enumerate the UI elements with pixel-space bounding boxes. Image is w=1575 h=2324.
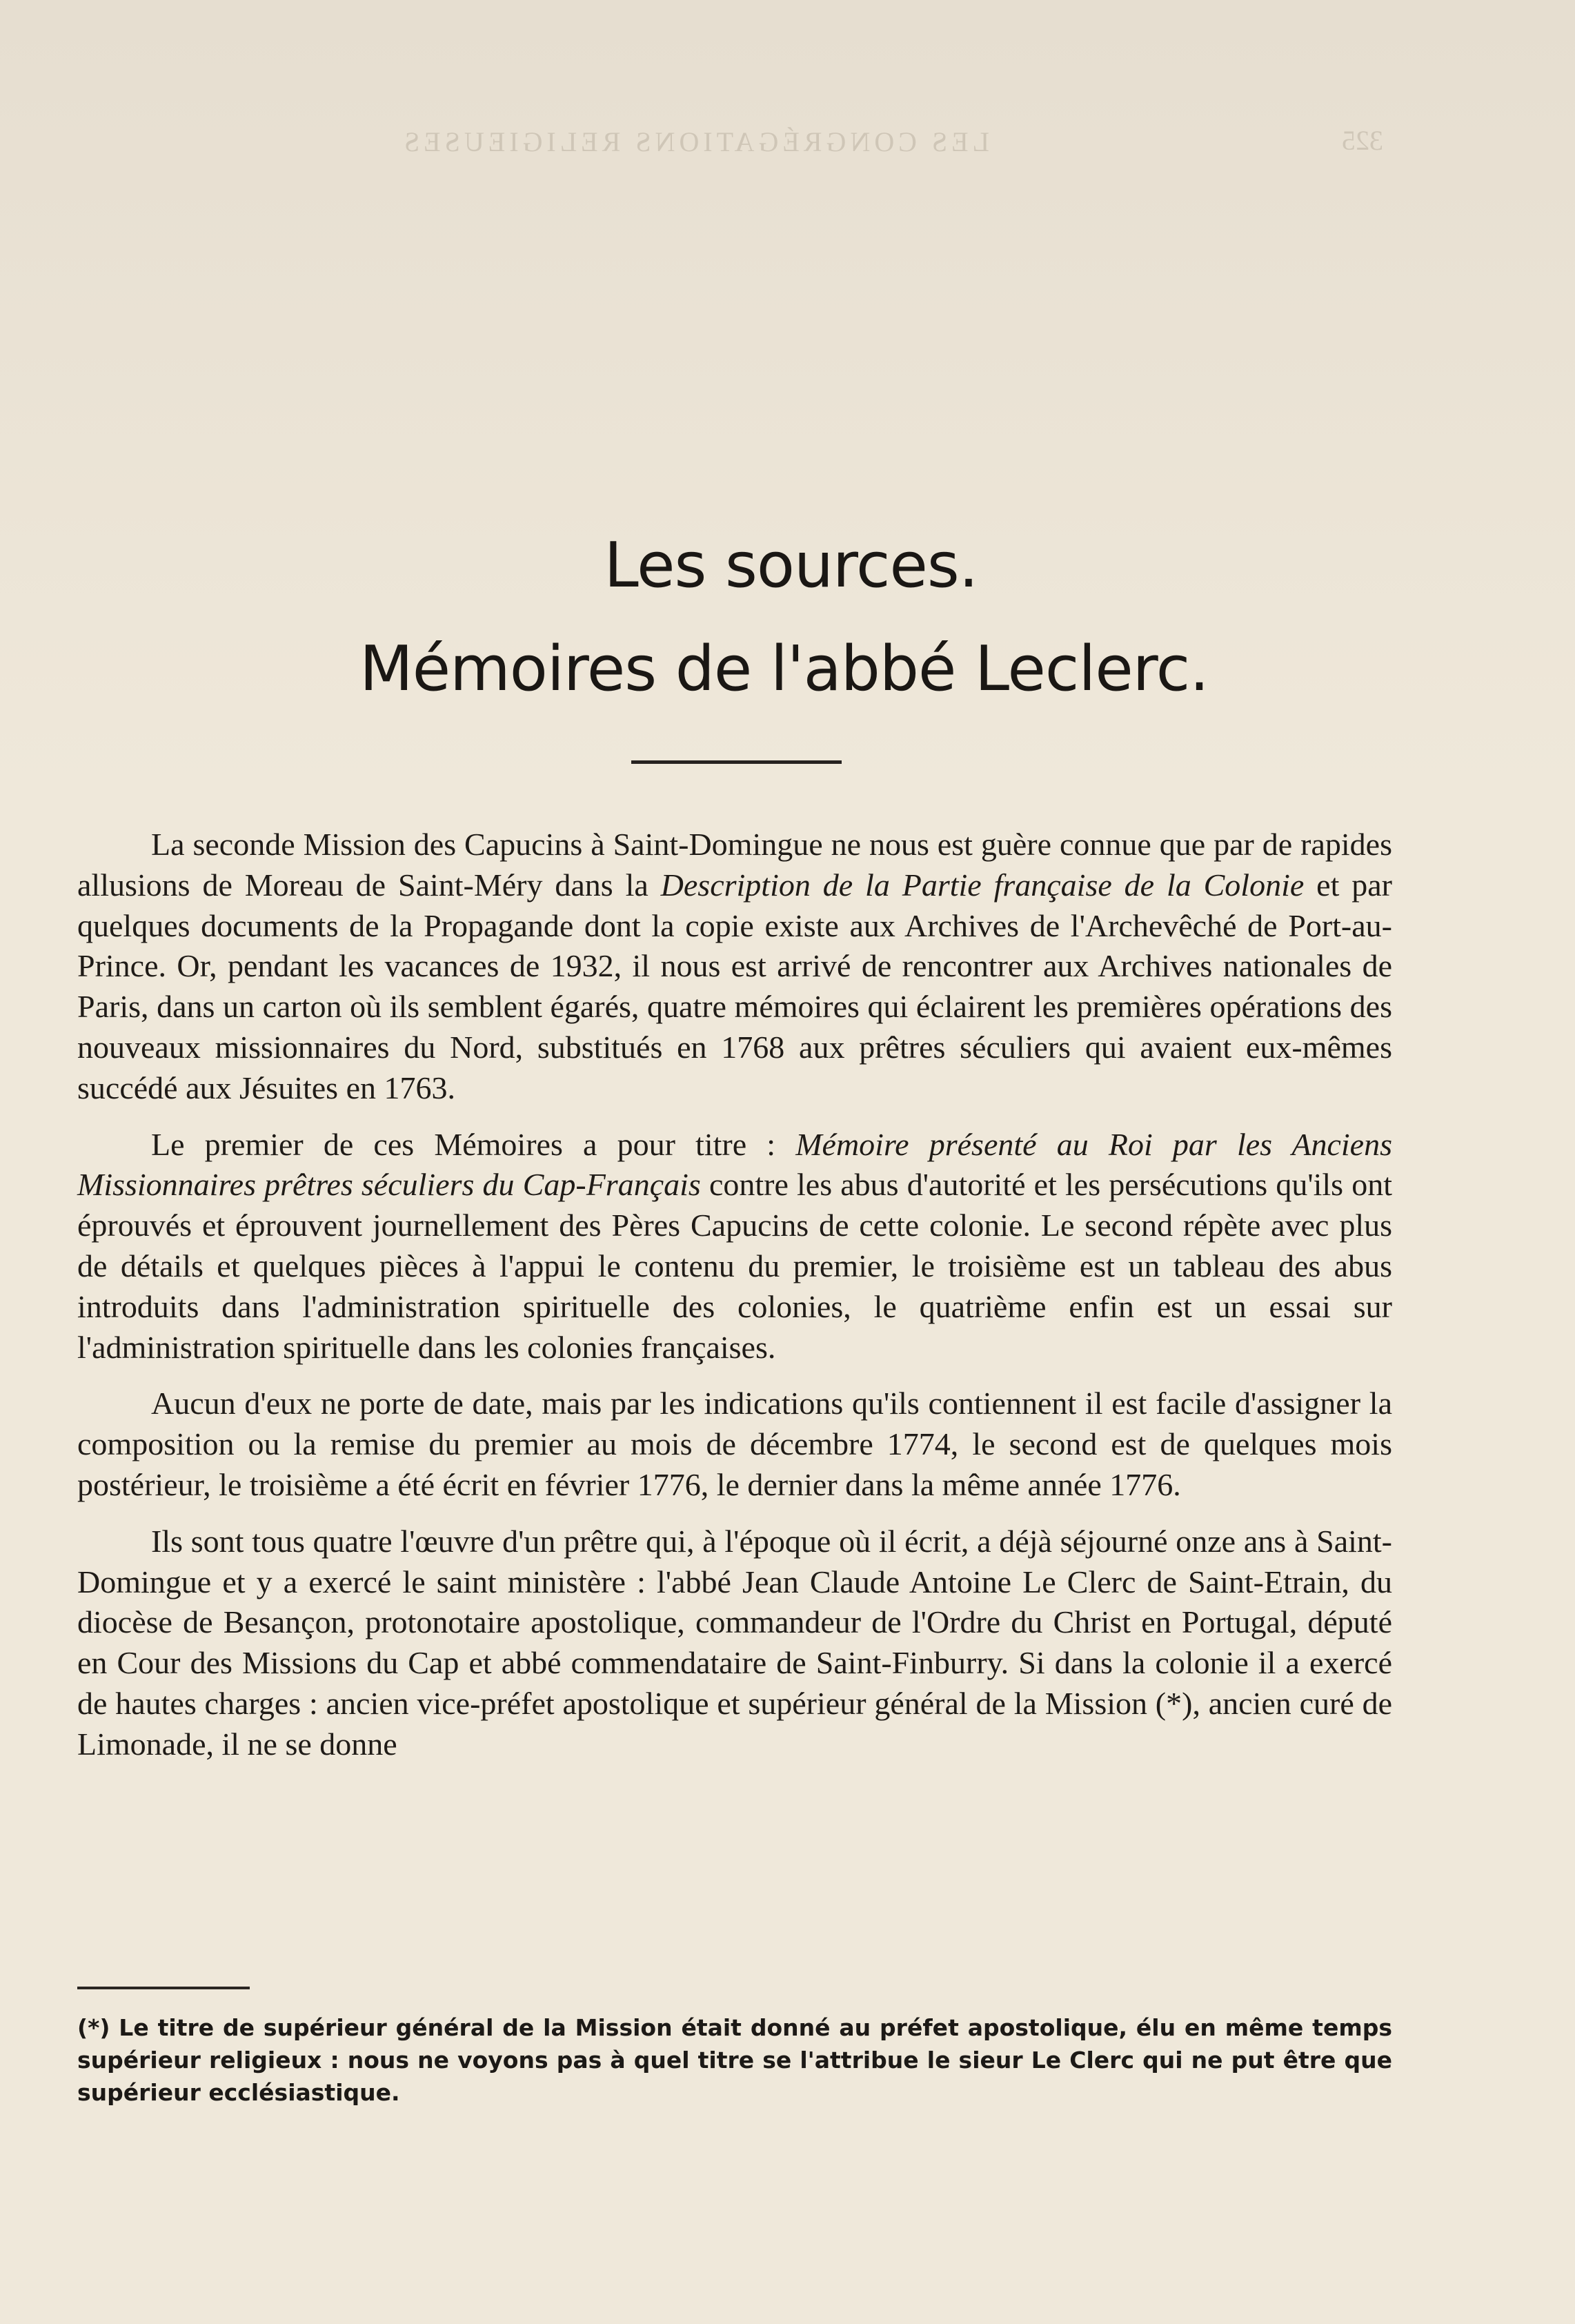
chapter-title xyxy=(0,529,1575,705)
italic-title-segment: Mémoire présenté au Roi par les Anciens Missionnaires prêtres séculiers du Cap-Français xyxy=(77,1126,1392,1203)
text-segment: La seconde Mission des Capucins à Saint-Domingue ne nous est guère connue que par de rapides allusions de Moreau de Saint-Méry dans la xyxy=(77,827,1392,903)
text-segment: Ils sont tous quatre l'œuvre d'un prêtre qui, à l'époque où il écrit, a déjà séjourné onze ans à Saint-Domingue et y a exercé le saint ministère : l'abbé Jean Claude Antoine Le Clerc de Saint-Etrain, du diocèse de Besançon, protonotaire apostolique, commandeur de l'Ordre du Christ en Portugal, député en Cour des Missions du Cap et abbé commendataire de Saint-Finburry. Si dans la colonie il a exercé de hautes charges : ancien vice-préfet apostolique et supérieur général de la Mission (*), ancien curé de Limonade, il ne se donne xyxy=(77,1523,1392,1762)
text-segment: et par quelques documents de la Propagande dont la copie existe aux Archives de l'Archevêché de Port-au-Prince. Or, pendant les vacances de 1932, il nous est arrivé de rencontrer aux Archives nationales de Paris, dans un carton où ils semblent égarés, quatre mémoires qui éclairent les premières opérations des nouveaux missionnaires du Nord, substitués en 1768 aux prêtres séculiers qui avaient eux-mêmes succédé aux Jésuites en 1763. xyxy=(77,867,1392,1105)
show-through-header: LES CONGRÉGATIONS RELIGIEUSES xyxy=(400,126,989,157)
text-segment: Le premier de ces Mémoires a pour titre : xyxy=(151,1126,796,1162)
text-segment: contre les abus d'autorité et les persécutions qu'ils ont éprouvés et éprouvent journellement des Pères Capucins de cette colonie. Le second répète avec plus de détails et quelques pièces à l'appui le contenu du premier, le troisième est un tableau des abus introduits dans l'administration spirituelle des colonies, le quatrième enfin est un essai sur l'administration spirituelle dans les colonies françaises. xyxy=(77,1167,1393,1365)
footnote-text: Le titre de supérieur général de la Mission était donné au préfet apostolique, élu en même temps supérieur religieux : nous ne voyons pas à quel titre se l'attribue le sieur Le Clerc qui ne put être que supérieur ecclésiastique. xyxy=(77,2014,1392,2106)
footnote-mark: (*) xyxy=(77,2014,110,2041)
text-segment: Aucun d'eux ne porte de date, mais par les indications qu'ils contiennent il est facile d'assigner la composition ou la remise du premier au mois de décembre 1774, le second est de quelques mois postérieur, le troisième a été écrit en février 1776, le dernier dans la même année 1776. xyxy=(77,1386,1392,1502)
footnote-separator xyxy=(77,1987,250,1989)
body-text xyxy=(77,825,1392,1781)
title-underline xyxy=(631,760,842,764)
italic-title-segment: Description de la Partie française de la Colonie xyxy=(660,867,1305,903)
paragraph xyxy=(77,825,1392,1109)
paragraph xyxy=(77,1383,1392,1505)
paragraph xyxy=(77,1125,1392,1368)
footnote xyxy=(77,2011,1392,2109)
title-line-1: Les sources. xyxy=(604,529,978,602)
show-through-page-number: 325 xyxy=(1342,125,1383,156)
title-line-2: Mémoires de l'abbé Leclerc. xyxy=(359,633,1209,705)
paragraph xyxy=(77,1522,1392,1765)
